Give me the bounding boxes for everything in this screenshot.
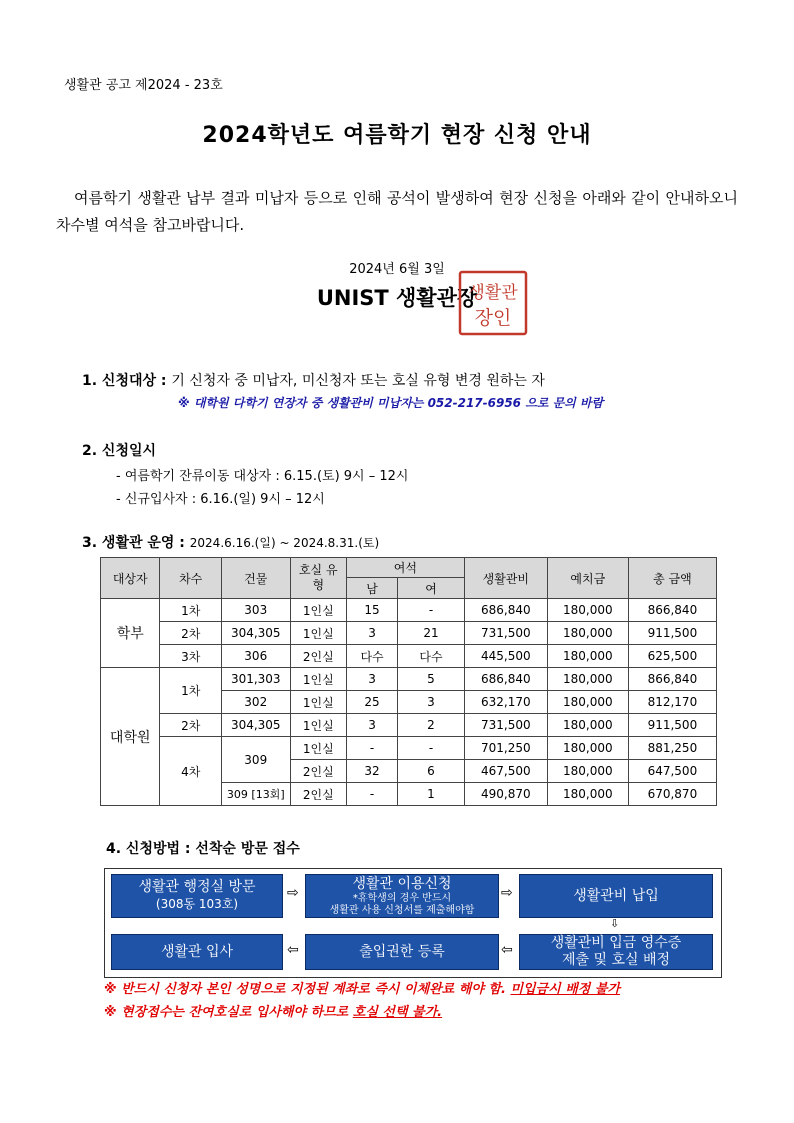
- cell-fee: 686,840: [464, 668, 547, 691]
- warning-1-text: ※ 반드시 신청자 본인 성명으로 지정된 계좌로 즉시 이체완료 해야 함.: [104, 982, 506, 997]
- seal-line-2: 장인: [474, 307, 512, 329]
- notice-number: 생활관 공고 제2024 - 23호: [64, 78, 223, 93]
- table-row: [101, 714, 717, 737]
- intro-text: 여름학기 생활관 납부 결과 미납자 등으로 인해 공석이 발생하여 현장 신청을 아래와 같이 안내하오니 차수별 여석을 참고바랍니다.: [56, 189, 738, 234]
- table-row: [101, 645, 717, 668]
- cell-deposit: 180,000: [547, 668, 628, 691]
- warning-2-emphasis: 호실 선택 불가.: [352, 1005, 443, 1020]
- header-deposit: 예치금: [547, 558, 628, 599]
- cell-building: 303: [221, 599, 290, 622]
- step-move-in: [111, 934, 283, 970]
- cell-male: -: [346, 737, 397, 760]
- step-receipt-label-1: 생활관비 입금 영수증: [550, 935, 682, 951]
- cell-building: 302: [221, 691, 290, 714]
- warning-2-text: ※ 현장접수는 잔여호실로 입사해야 하므로: [104, 1005, 349, 1020]
- header-female: 여: [398, 578, 465, 599]
- cell-male: 3: [346, 622, 397, 645]
- warning-1: [104, 978, 620, 997]
- cell-deposit: 180,000: [547, 599, 628, 622]
- step-apply-label: 생활관 이용신청: [352, 875, 452, 892]
- step-visit-office: [111, 874, 283, 918]
- warning-1-emphasis: 미입금시 배정 불가: [510, 982, 620, 997]
- arrow-down-icon: ⇩: [610, 917, 620, 930]
- step-receipt: [519, 934, 713, 970]
- step-receipt-label-2: 제출 및 호실 배정: [561, 952, 671, 968]
- step-move-in-label: 생활관 입사: [160, 943, 234, 960]
- seal-line-1: 생활관: [468, 283, 518, 303]
- step-visit-office-sub: (308동 103호): [155, 897, 239, 911]
- step-visit-office-label: 생활관 행정실 방문: [138, 879, 256, 895]
- cell-building: 304,305: [221, 714, 290, 737]
- cell-room-type: 2인실: [290, 645, 346, 668]
- cell-room-type: 2인실: [290, 783, 346, 806]
- official-seal: [458, 270, 528, 336]
- schedule-item-2: - 신규입사자 : 6.16.(일) 9시 – 12시: [116, 492, 325, 507]
- section-method-heading: 4. 신청방법 : 선착순 방문 접수: [106, 841, 300, 857]
- cell-male: 32: [346, 760, 397, 783]
- cell-fee: 701,250: [464, 737, 547, 760]
- cell-fee: 467,500: [464, 760, 547, 783]
- cell-total: 866,840: [628, 668, 716, 691]
- cell-female: 다수: [398, 645, 465, 668]
- cell-room-type: 2인실: [290, 760, 346, 783]
- notice-date: 2024년 6월 3일: [349, 262, 445, 277]
- table-row: [101, 668, 717, 691]
- section-target: [82, 370, 545, 390]
- cell-fee: 731,500: [464, 714, 547, 737]
- cell-deposit: 180,000: [547, 691, 628, 714]
- warning-2: [104, 1001, 442, 1020]
- cell-room-type: 1인실: [290, 691, 346, 714]
- schedule-item-1: - 여름학기 잔류이동 대상자 : 6.15.(토) 9시 – 12시: [116, 469, 409, 484]
- section-schedule-heading: 2. 신청일시: [82, 443, 157, 459]
- step-access-label: 출입권한 등록: [359, 943, 445, 960]
- arrow-right-icon: ⇨: [501, 885, 513, 901]
- arrow-left-icon: ⇦: [501, 942, 513, 958]
- cell-female: 3: [398, 691, 465, 714]
- signature: UNIST 생활관장: [316, 286, 478, 310]
- table-row: [101, 599, 717, 622]
- header-round: 차수: [160, 558, 221, 599]
- cell-female: 21: [398, 622, 465, 645]
- cell-round: 2차: [160, 622, 221, 645]
- cell-male: 다수: [346, 645, 397, 668]
- cell-male: 3: [346, 714, 397, 737]
- table-row: [101, 737, 717, 760]
- section-target-heading: 1. 신청대상 :: [82, 373, 167, 389]
- cell-total: 911,500: [628, 714, 716, 737]
- cell-room-type: 1인실: [290, 668, 346, 691]
- section-operation: [82, 532, 379, 552]
- step-apply: [305, 874, 499, 918]
- step-pay: [519, 874, 713, 918]
- step-access: [305, 934, 499, 970]
- cell-room-type: 1인실: [290, 622, 346, 645]
- cell-total: 911,500: [628, 622, 716, 645]
- header-room-type: 호실 유형: [290, 558, 346, 599]
- section-operation-heading: 3. 생활관 운영 :: [82, 535, 185, 551]
- header-vacancy: 여석: [346, 558, 464, 578]
- cell-male: 3: [346, 668, 397, 691]
- step-apply-sub-2: 생활관 사용 신청서를 제출해야함: [329, 904, 475, 916]
- header-total: 총 금액: [628, 558, 716, 599]
- cell-deposit: 180,000: [547, 737, 628, 760]
- cell-male: -: [346, 783, 397, 806]
- header-building: 건물: [221, 558, 290, 599]
- cell-building: 301,303: [221, 668, 290, 691]
- cell-female: 5: [398, 668, 465, 691]
- step-pay-label: 생활관비 납입: [573, 887, 659, 904]
- cell-room-type: 1인실: [290, 714, 346, 737]
- header-fee: 생활관비: [464, 558, 547, 599]
- cell-building: 306: [221, 645, 290, 668]
- cell-building: 309 [13회]: [221, 783, 290, 806]
- cell-total: 625,500: [628, 645, 716, 668]
- cell-fee: 445,500: [464, 645, 547, 668]
- table-row: [101, 622, 717, 645]
- cell-deposit: 180,000: [547, 760, 628, 783]
- cell-deposit: 180,000: [547, 622, 628, 645]
- cell-total: 881,250: [628, 737, 716, 760]
- section-target-text: 기 신청자 중 미납자, 미신청자 또는 호실 유형 변경 원하는 자: [171, 373, 545, 389]
- section-target-note: ※ 대학원 다학기 연장자 중 생활관비 미납자는 052-217-6956 으로 문의 바람: [178, 396, 604, 410]
- cell-round: 2차: [160, 714, 221, 737]
- cell-deposit: 180,000: [547, 783, 628, 806]
- group-undergrad: 학부: [101, 599, 160, 668]
- cell-round: 4차: [160, 737, 221, 806]
- cell-total: 670,870: [628, 783, 716, 806]
- cell-deposit: 180,000: [547, 714, 628, 737]
- header-target: 대상자: [101, 558, 160, 599]
- cell-female: -: [398, 737, 465, 760]
- header-male: 남: [346, 578, 397, 599]
- cell-building: 304,305: [221, 622, 290, 645]
- arrow-right-icon: ⇨: [287, 885, 299, 901]
- cell-total: 647,500: [628, 760, 716, 783]
- cell-female: 1: [398, 783, 465, 806]
- cell-fee: 632,170: [464, 691, 547, 714]
- cell-female: 6: [398, 760, 465, 783]
- cell-total: 812,170: [628, 691, 716, 714]
- cell-building: 309: [221, 737, 290, 783]
- cell-round: 1차: [160, 668, 221, 714]
- cell-fee: 490,870: [464, 783, 547, 806]
- cell-total: 866,840: [628, 599, 716, 622]
- cell-male: 15: [346, 599, 397, 622]
- cell-round: 1차: [160, 599, 221, 622]
- cell-female: -: [398, 599, 465, 622]
- cell-male: 25: [346, 691, 397, 714]
- operation-table: [100, 557, 717, 806]
- process-flow: [104, 868, 722, 978]
- step-apply-sub-1: *휴학생의 경우 반드시: [352, 892, 452, 904]
- group-grad: 대학원: [101, 668, 160, 806]
- cell-room-type: 1인실: [290, 737, 346, 760]
- operation-period: 2024.6.16.(일) ~ 2024.8.31.(토): [189, 536, 380, 550]
- cell-fee: 686,840: [464, 599, 547, 622]
- cell-female: 2: [398, 714, 465, 737]
- cell-fee: 731,500: [464, 622, 547, 645]
- intro-paragraph: [56, 185, 738, 239]
- cell-round: 3차: [160, 645, 221, 668]
- arrow-left-icon: ⇦: [287, 942, 299, 958]
- cell-deposit: 180,000: [547, 645, 628, 668]
- cell-room-type: 1인실: [290, 599, 346, 622]
- page-title: 2024학년도 여름학기 현장 신청 안내: [202, 123, 592, 148]
